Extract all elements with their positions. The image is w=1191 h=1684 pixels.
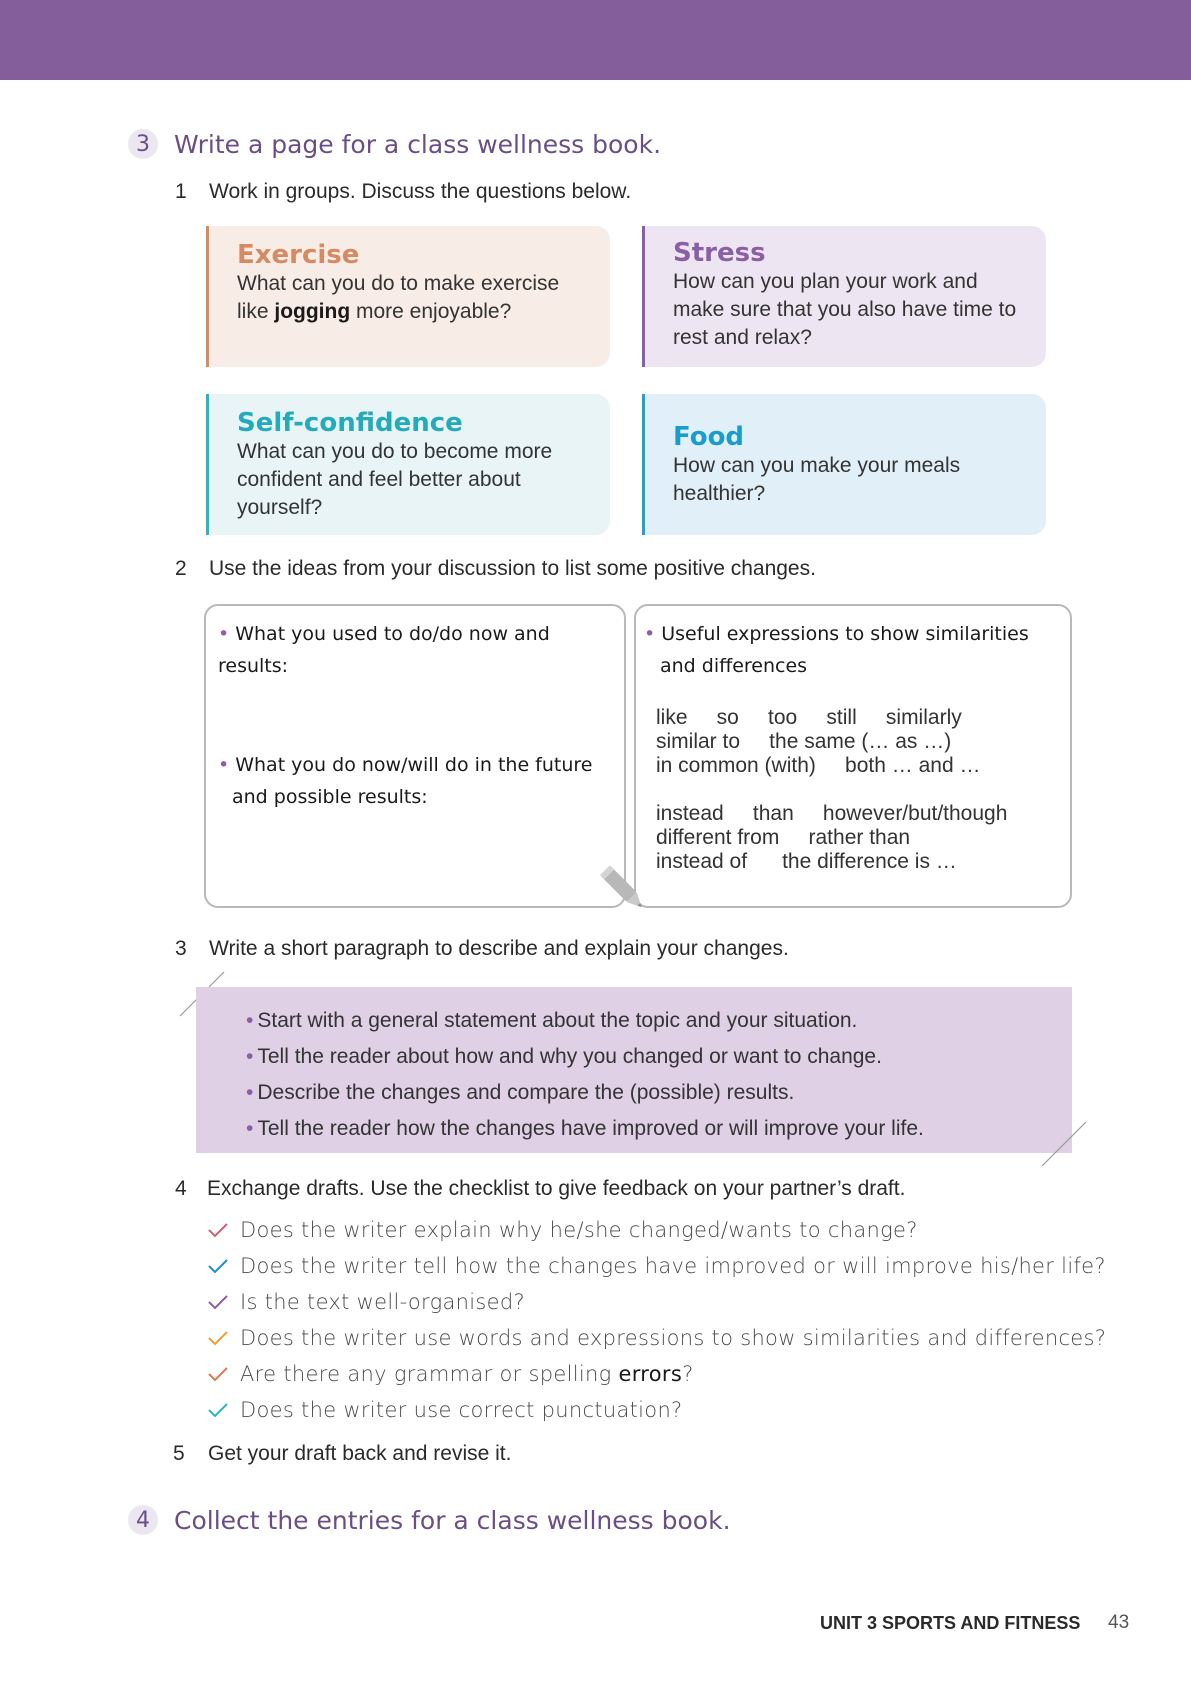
expression-line: in common (with) both … and … [656, 754, 981, 777]
step-number: 5 [173, 1442, 185, 1465]
pencil-icon [594, 858, 654, 918]
card-question: How can you make your meals healthier? [673, 454, 961, 505]
expression-line: instead of the difference is … [656, 850, 957, 873]
tip-item: • Start with a general statement about the topic and your situation. [246, 1009, 858, 1032]
notes-box-right [634, 604, 1072, 908]
card-question: What can you do to make exercise like jogging more enjoyable? [237, 272, 560, 323]
card-exercise [206, 226, 610, 367]
card-question: How can you plan your work and make sure that you also have time to rest and relax? [673, 270, 1017, 349]
expression-line: instead than however/but/though [656, 802, 1008, 825]
card-food [642, 394, 1046, 535]
step-number: 3 [175, 937, 187, 960]
notes-label: • What you do now/will do in the future [218, 754, 593, 776]
step-text: Exchange drafts. Use the checklist to give feedback on your partner’s draft. [207, 1177, 906, 1200]
step-3 [175, 937, 789, 961]
step-text: Work in groups. Discuss the questions below. [209, 180, 632, 203]
section-number: 4 [128, 1505, 158, 1535]
checkmark-icon [206, 1328, 230, 1348]
feedback-checklist [206, 1212, 1106, 1428]
page-number: 43 [1108, 1612, 1130, 1633]
card-question: What can you do to become more confident and feel better about yourself? [237, 440, 553, 519]
step-number: 1 [175, 180, 187, 203]
corner-fold-decoration [1040, 1120, 1090, 1168]
checklist-item: Are there any grammar or spelling errors? [206, 1356, 1106, 1392]
expression-line: similar to the same (… as …) [656, 730, 952, 753]
footer-unit-title: UNIT 3 SPORTS AND FITNESS [820, 1613, 1081, 1633]
card-stress [642, 226, 1046, 367]
checklist-item: Does the writer use words and expressions to show similarities and differences? [206, 1320, 1106, 1356]
section-title: Write a page for a class wellness book. [174, 129, 662, 159]
step-number: 4 [175, 1177, 187, 1200]
step-text: Write a short paragraph to describe and explain your changes. [209, 937, 789, 960]
step-2 [175, 557, 816, 581]
checklist-item: Does the writer use correct punctuation? [206, 1392, 1106, 1428]
header-bar [0, 0, 1191, 80]
checkmark-icon [206, 1400, 230, 1420]
expression-line: different from rather than [656, 826, 911, 849]
checkmark-icon [206, 1292, 230, 1312]
section-3-heading [128, 129, 661, 159]
notes-label: • What you used to do/do now and results: [218, 623, 550, 677]
notes-label: • Useful expressions to show similarities [644, 623, 1029, 645]
card-title: Exercise [237, 240, 360, 270]
notes-label-cont: and differences [660, 655, 808, 677]
keyword-jogging: jogging [274, 300, 351, 323]
card-title: Stress [673, 238, 766, 268]
step-text: Get your draft back and revise it. [208, 1442, 512, 1465]
tip-item: • Describe the changes and compare the (possible) results. [246, 1081, 795, 1104]
card-title: Self-confidence [237, 408, 463, 438]
section-title: Collect the entries for a class wellness book. [174, 1505, 731, 1535]
keyword-errors: errors [618, 1362, 683, 1386]
card-title: Food [673, 422, 745, 452]
writing-tips-box [196, 987, 1072, 1153]
section-4-heading [128, 1505, 731, 1535]
checkmark-icon [206, 1256, 230, 1276]
step-5 [173, 1442, 511, 1466]
checklist-item: Does the writer tell how the changes have improved or will improve his/her life? [206, 1248, 1106, 1284]
checklist-item: Does the writer explain why he/she changed/wants to change? [206, 1212, 1106, 1248]
tip-item: • Tell the reader about how and why you changed or want to change. [246, 1045, 882, 1068]
tip-item: • Tell the reader how the changes have improved or will improve your life. [246, 1117, 924, 1140]
step-1 [175, 180, 631, 204]
expression-line: like so too still similarly [656, 706, 962, 729]
notes-label-cont: and possible results: [232, 786, 428, 808]
checklist-item: Is the text well-organised? [206, 1284, 1106, 1320]
checkmark-icon [206, 1364, 230, 1384]
notes-box-left [204, 604, 626, 908]
step-4 [175, 1177, 905, 1201]
card-self-confidence [206, 394, 610, 535]
step-number: 2 [175, 557, 187, 580]
checkmark-icon [206, 1220, 230, 1240]
step-text: Use the ideas from your discussion to list some positive changes. [209, 557, 816, 580]
section-number: 3 [128, 129, 158, 159]
